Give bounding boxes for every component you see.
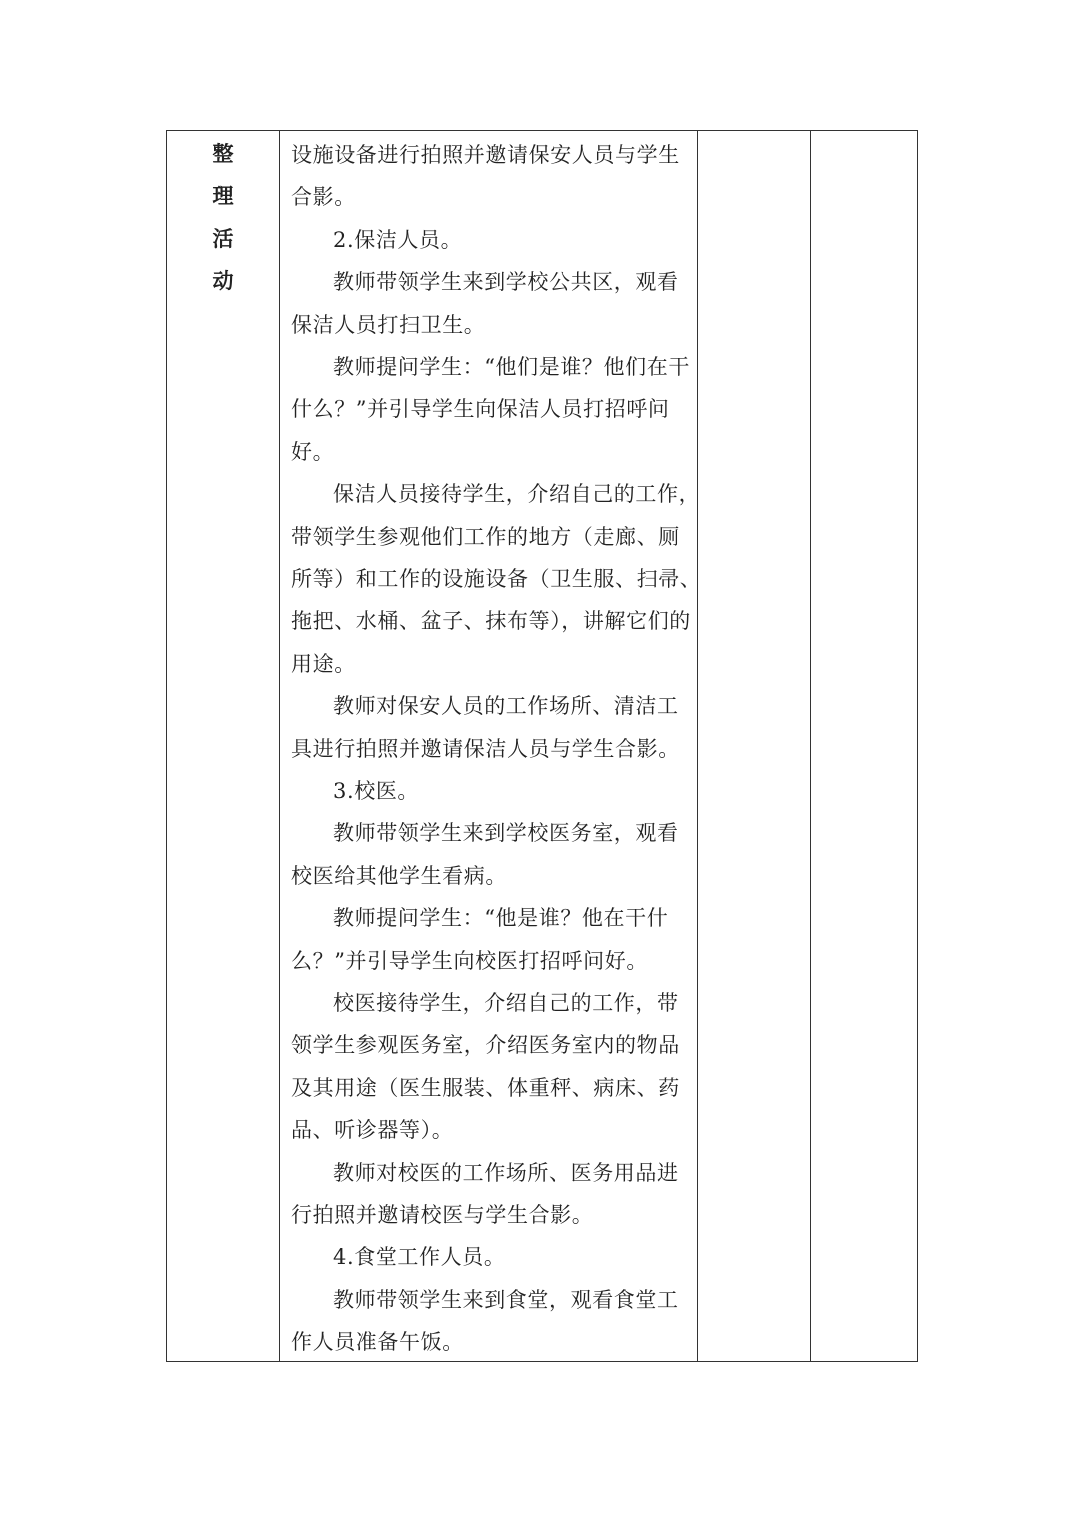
content-line: 及其用途（医生服装、体重秤、病床、药 xyxy=(291,1075,680,1100)
content-line: 合影。 xyxy=(291,185,356,210)
content-line: 教师带领学生来到学校公共区，观看 xyxy=(333,270,679,295)
content-line: 行拍照并邀请校医与学生合影。 xyxy=(291,1203,594,1227)
content-line: 4.食堂工作人员。 xyxy=(333,1245,506,1270)
content-line: 什么？”并引导学生向保洁人员打招呼问 xyxy=(291,397,670,422)
content-line: 作人员准备午饭。 xyxy=(291,1330,464,1355)
content-line: 教师对保安人员的工作场所、清洁工 xyxy=(333,694,679,719)
content-line: 教师带领学生来到食堂，观看食堂工 xyxy=(333,1287,679,1312)
content-line: 教师提问学生：“他是谁？他在干什 xyxy=(333,906,669,931)
content-line: 设施设备进行拍照并邀请保安人员与学生 xyxy=(291,143,680,167)
empty-cell xyxy=(811,131,917,1361)
content-line: 所等）和工作的设施设备（卫生服、扫帚、 xyxy=(291,567,702,591)
content-line: 校医接待学生，介绍自己的工作，带 xyxy=(333,991,679,1015)
content-line: 领学生参观医务室，介绍医务室内的物品 xyxy=(291,1033,680,1058)
content-line: 用途。 xyxy=(291,651,356,676)
empty-cell xyxy=(698,131,810,1361)
section-label-char: 理 xyxy=(212,183,234,208)
content-line: 校医给其他学生看病。 xyxy=(291,863,507,888)
content-line: 保洁人员接待学生，介绍自己的工作， xyxy=(333,482,701,507)
content-line: 教师对校医的工作场所、医务用品进 xyxy=(333,1160,679,1185)
content-line: 3.校医。 xyxy=(333,779,420,803)
column-divider xyxy=(279,131,280,1361)
content-line: 么？”并引导学生向校医打招呼问好。 xyxy=(291,948,648,973)
content-line: 拖把、水桶、盆子、抹布等），讲解它们的 xyxy=(291,609,691,634)
lesson-table xyxy=(166,130,918,1362)
content-line: 教师提问学生：“他们是谁？他们在干 xyxy=(333,355,690,379)
section-label-char: 活 xyxy=(212,226,234,251)
section-label-char: 整 xyxy=(212,141,234,166)
content-line: 品、听诊器等）。 xyxy=(291,1118,454,1143)
content-line: 带领学生参观他们工作的地方（走廊、厕 xyxy=(291,524,680,549)
content-line: 保洁人员打扫卫生。 xyxy=(291,312,486,337)
content-line: 好。 xyxy=(291,439,335,464)
content-line: 2.保洁人员。 xyxy=(333,227,463,252)
content-line: 教师带领学生来到学校医务室，观看 xyxy=(333,821,679,846)
section-label-char: 动 xyxy=(212,268,234,293)
content-line: 具进行拍照并邀请保洁人员与学生合影。 xyxy=(291,736,680,761)
